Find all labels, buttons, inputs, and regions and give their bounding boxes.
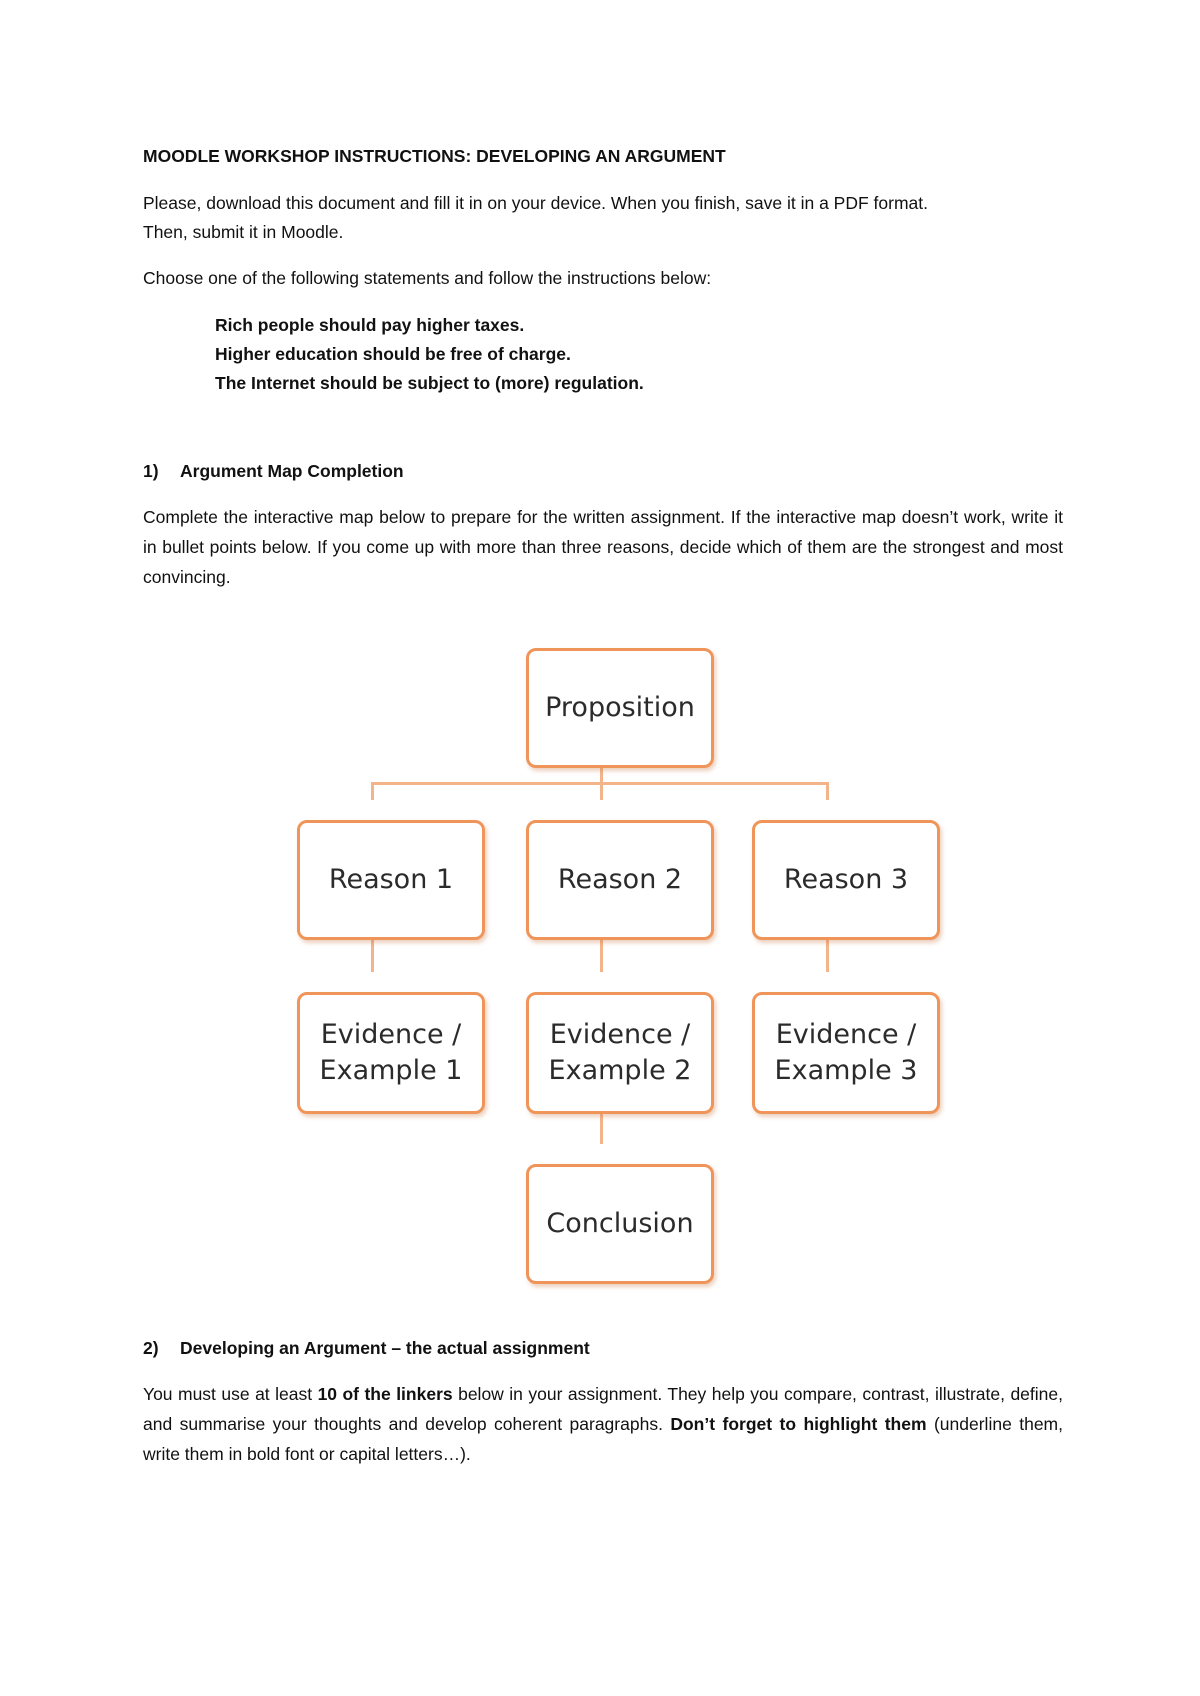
section-2-body-bold-1: 10 of the linkers (317, 1384, 453, 1404)
connector-evidence-1 (371, 940, 374, 972)
reason-1-label: Reason 1 (328, 864, 454, 895)
conclusion-box[interactable] (526, 1164, 714, 1284)
connector-reason-1 (371, 782, 374, 800)
section-1-number: 1) (143, 461, 159, 481)
choose-instruction: Choose one of the following statements and follow the instructions below: (143, 268, 712, 288)
reason-3-box[interactable] (752, 820, 940, 940)
section-2-number: 2) (143, 1338, 159, 1358)
evidence-1-box[interactable] (297, 992, 485, 1114)
connector-conclusion (600, 1114, 603, 1144)
connector-horizontal-top (371, 782, 829, 785)
section-2-heading: Developing an Argument – the actual assignment (180, 1338, 590, 1358)
connector-evidence-3 (826, 940, 829, 972)
evidence-1-label: Evidence / Example 1 (319, 1019, 463, 1086)
document-title: MOODLE WORKSHOP INSTRUCTIONS: DEVELOPING AN ARGUMENT (143, 146, 726, 166)
connector-evidence-2 (600, 940, 603, 972)
statement-2: Higher education should be free of charge. (215, 344, 571, 364)
connector-reason-3 (826, 782, 829, 800)
intro-line-2: Then, submit it in Moodle. (143, 222, 344, 242)
evidence-2-box[interactable] (526, 992, 714, 1114)
evidence-3-box[interactable] (752, 992, 940, 1114)
section-2-body-bold-2: Don’t forget to highlight them (670, 1414, 927, 1434)
evidence-2-label: Evidence / Example 2 (548, 1019, 692, 1086)
proposition-label: Proposition (545, 692, 695, 723)
statement-1: Rich people should pay higher taxes. (215, 315, 525, 335)
section-2-body (143, 1379, 1063, 1469)
evidence-3-label: Evidence / Example 3 (774, 1019, 918, 1086)
reason-2-box[interactable] (526, 820, 714, 940)
conclusion-label: Conclusion (546, 1208, 694, 1239)
section-1-heading: Argument Map Completion (180, 461, 404, 481)
intro-line-1: Please, download this document and fill it in on your device. When you finish, save it in a PDF format. (143, 193, 928, 213)
reason-3-label: Reason 3 (783, 864, 909, 895)
section-2-body-part-2: below in your assignment. They help you compare, contrast, illustrate, define, and summarise your thoughts and develop coherent paragraphs. (143, 1384, 1063, 1434)
proposition-box[interactable] (526, 648, 714, 768)
section-1-body: Complete the interactive map below to prepare for the written assignment. If the interactive map doesn’t work, write it in bullet points below. If you come up with more than three reasons, decide which of them are the strongest and most convincing. (143, 507, 1063, 587)
reason-1-box[interactable] (297, 820, 485, 940)
section-2-body-part-1: You must use at least (143, 1384, 318, 1404)
section-2-body-part-3: (underline them, write them in bold font or capital letters…). (143, 1414, 1063, 1464)
statement-3: The Internet should be subject to (more) regulation. (215, 373, 644, 393)
reason-2-label: Reason 2 (557, 864, 683, 895)
